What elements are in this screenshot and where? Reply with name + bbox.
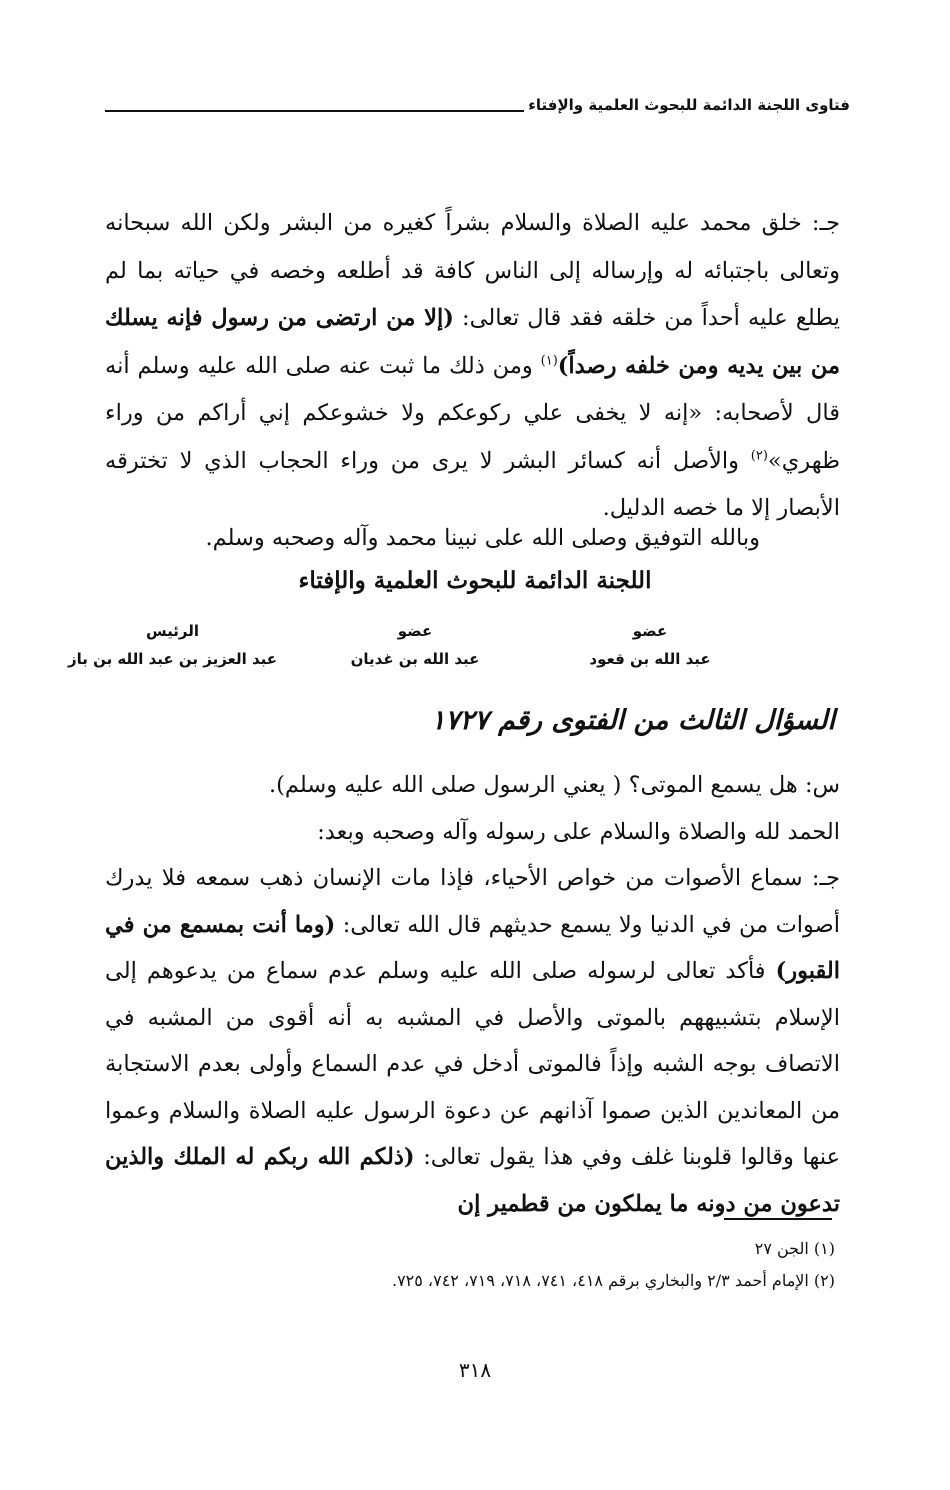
footnote-2: (٢) الإمام أحمد ٢/٣ والبخاري برقم ٤١٨، ٧٤١، ٧١٨، ٧١٩، ٧٤٢، ٧٢٥. [391,1271,835,1290]
signature-chairman [55,620,290,676]
answer-paragraph [105,200,840,533]
member-role: عضو [632,622,668,640]
footnote-1: (١) الجن ٢٧ [754,1239,835,1258]
signature-member-1 [555,620,745,676]
quran-verse-3: (ذلكم الله ربكم له الملك والذين تدعون من دونه ما يملكون من قطمير إن [105,1144,840,1217]
section-heading: السؤال الثالث من الفتوى رقم ١٧٢٧ [430,705,835,736]
running-header [105,96,850,122]
running-title: فتاوى اللجنة الدائمة للبحوث العلمية والإفتاء [524,96,850,114]
answer-2-paragraph [105,855,840,1227]
answer-2-part2: فأكد تعالى لرسوله صلى الله عليه وسلم عدم سماع من يدعوهم إلى الإسلام بتشبيههم بالموتى والأصل في المشبه به أنه أقوى من المشبه في الاتصاف بوجه الشبه وإذاً فالموتى أدخل في عدم السماع وأولى بعدم الاستجابة من المعاندين الذين صموا آذانهم عن دعوة الرسول عليه الصلاة والسلام وعموا عنها وقالوا قلوبنا غلف وفي هذا يقول تعالى: [105,958,840,1170]
signature-member-2 [330,620,500,676]
footnotes [115,1233,835,1297]
committee-title: اللجنة الدائمة للبحوث العلمية والإفتاء [298,567,652,594]
answer-2-part1: جـ: سماع الأصوات من خواص الأحياء، فإذا مات الإنسان ذهب سمعه فلا يدرك أصوات من في الدنيا ولا يسمع حديثهم قال الله تعالى: [105,865,840,938]
quran-verse-2: (وما أنت بمسمع من في القبور) [105,911,840,984]
member-name: عبد الله بن غديان [350,650,480,668]
member-role: الرئيس [145,622,200,640]
answer-text-part2: ومن ذلك ما ثبت عنه صلى الله عليه وسلم أنه قال لأصحابه: «إنه لا يخفى علي ركوعكم ولا خشوعكم إني أراكم من وراء ظهري» [105,352,840,474]
signature-block [67,620,745,680]
member-name: عبد العزيز بن عبد الله بن باز [67,650,278,668]
praise-text: الحمد لله والصلاة والسلام على رسوله وآله وصحبه وبعد: [317,818,840,845]
footnote-separator [724,1218,832,1220]
closing-line: وبالله التوفيق وصلى الله على نبينا محمد وآله وصحبه وسلم. [205,525,760,551]
answer-text-part1: جـ: خلق محمد عليه الصلاة والسلام بشراً كغيره من البشر ولكن الله سبحانه وتعالى باجتبائه له وإرساله إلى الناس كافة قد أطلعه وخصه في حياته بما لم يطلع عليه أحداً من خلقه فقد قال تعالى: [105,210,840,331]
qa-section [105,762,840,1227]
quran-verse: (إلا من ارتضى من رسول فإنه يسلك من بين يديه ومن خلفه رصداً) [105,305,840,379]
footnote-ref-2: (٢) [750,448,768,463]
question-text: س: هل يسمع الموتى؟ ( يعني الرسول صلى الله عليه وسلم). [269,772,840,798]
answer-text-part3: والأصل أنه كسائر البشر لا يرى من وراء الحجاب الذي لا تخترقه الأبصار إلا ما خصه الدليل. [105,447,840,521]
footnote-ref-1: (١) [540,353,558,368]
member-role: عضو [397,622,433,640]
member-name: عبد الله بن قعود [589,650,711,668]
page-number: ٣١٨ [458,1358,492,1382]
